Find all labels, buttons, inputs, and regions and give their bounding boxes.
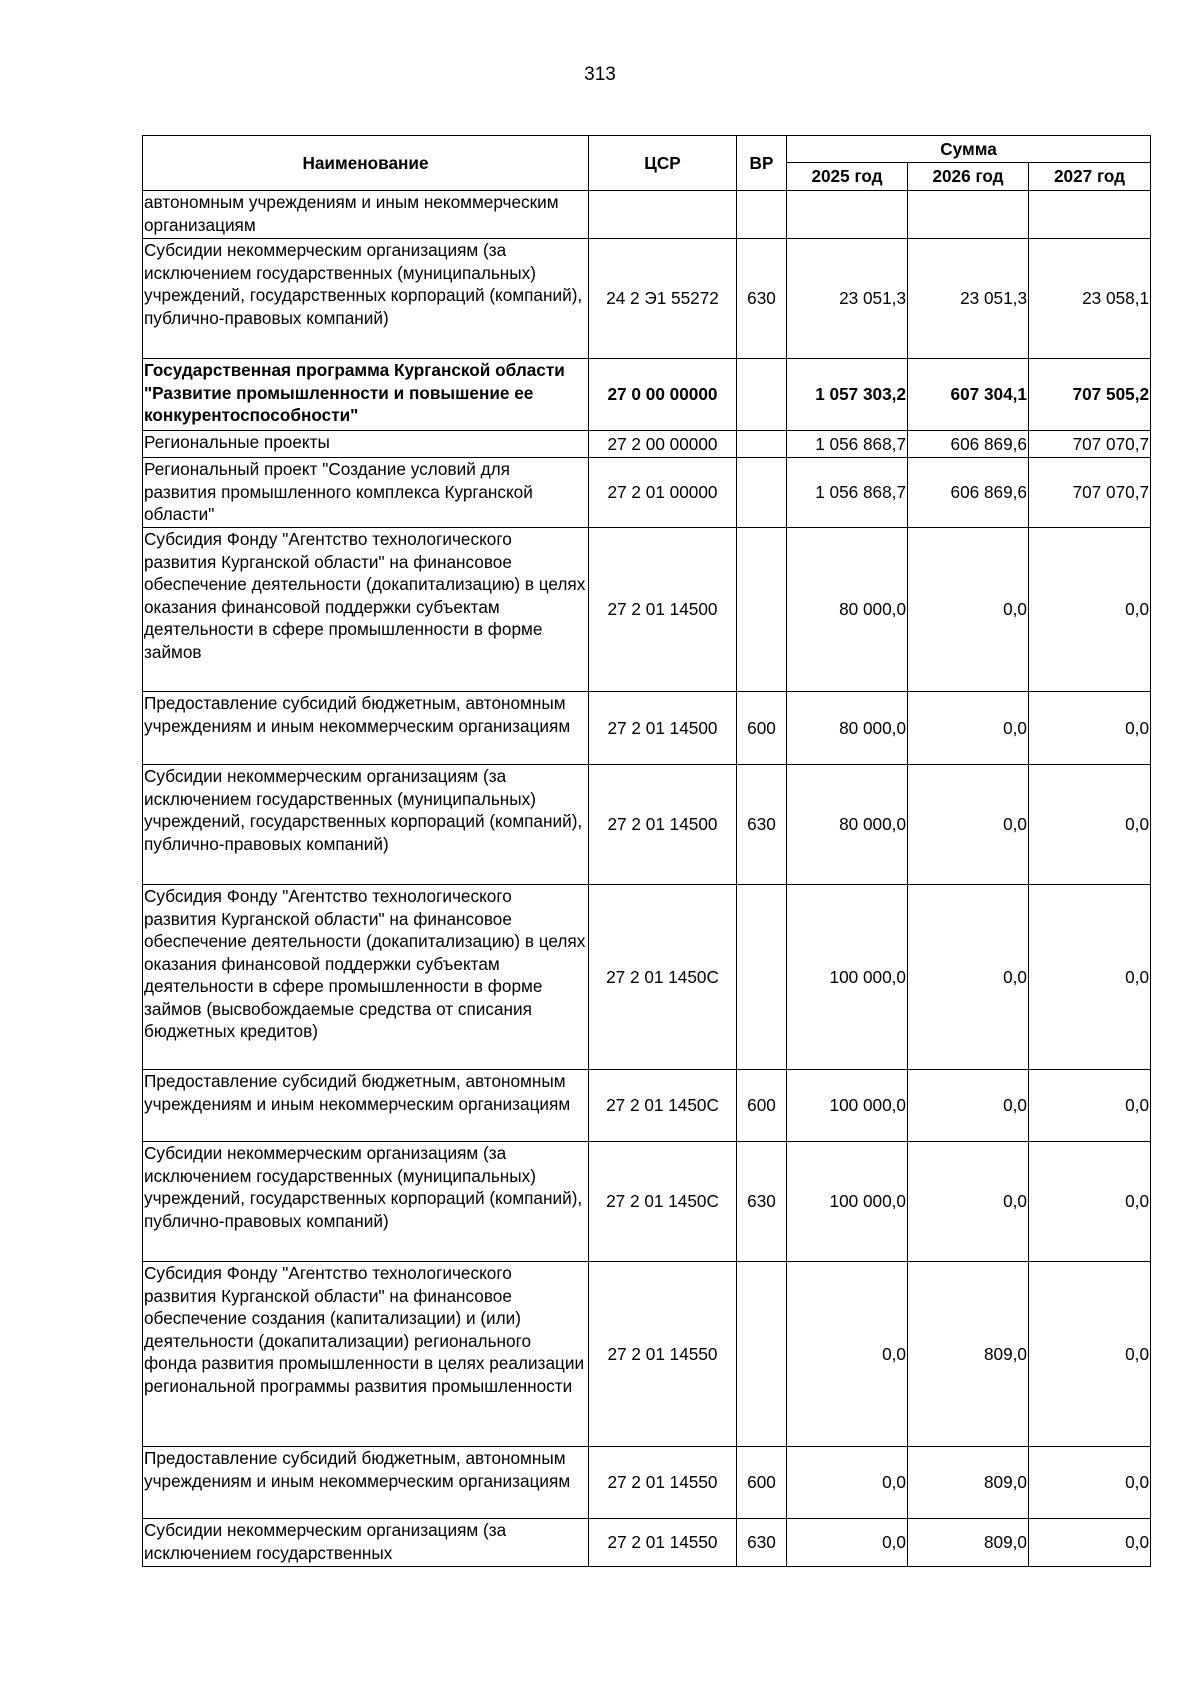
table-row — [143, 528, 1151, 692]
cell-sum-2027: 0,0 — [1029, 528, 1151, 692]
cell-sum-2026: 607 304,1 — [908, 359, 1029, 431]
cell-sum-2026 — [908, 191, 1029, 239]
cell-sum-2025: 0,0 — [787, 1262, 908, 1447]
cell-csr: 27 2 01 1450С — [589, 885, 737, 1070]
cell-vr: 600 — [737, 1447, 787, 1519]
cell-sum-2026: 0,0 — [908, 528, 1029, 692]
cell-sum-2026: 0,0 — [908, 1142, 1029, 1262]
cell-sum-2025 — [787, 191, 908, 239]
header-csr: ЦСР — [589, 136, 737, 191]
cell-sum-2026: 606 869,6 — [908, 458, 1029, 528]
cell-sum-2027: 0,0 — [1029, 692, 1151, 765]
cell-csr: 27 2 01 14500 — [589, 765, 737, 885]
cell-sum-2025: 100 000,0 — [787, 1070, 908, 1142]
cell-csr: 27 2 01 14500 — [589, 692, 737, 765]
table-row — [143, 239, 1151, 359]
cell-name: Государственная программа Курганской области "Развитие промышленности и повышение ее конкурентоспособности" — [143, 359, 589, 431]
cell-name: Субсидии некоммерческим организациям (за исключением государственных (муниципальных) учреждений, государственных корпораций (компаний), публично-правовых компаний) — [143, 1142, 589, 1262]
table-row — [143, 359, 1151, 431]
cell-sum-2025: 23 051,3 — [787, 239, 908, 359]
cell-csr: 24 2 Э1 55272 — [589, 239, 737, 359]
cell-csr: 27 2 01 14550 — [589, 1262, 737, 1447]
table-row — [143, 885, 1151, 1070]
cell-sum-2027: 707 505,2 — [1029, 359, 1151, 431]
cell-sum-2027: 0,0 — [1029, 1142, 1151, 1262]
cell-vr: 630 — [737, 239, 787, 359]
cell-csr: 27 2 01 00000 — [589, 458, 737, 528]
table-row — [143, 1519, 1151, 1567]
cell-name: Субсидия Фонду "Агентство технологического развития Курганской области" на финансовое обеспечение создания (капитализации) и (или) деятельности (докапитализации) регионального фонда развития промышленности в целях реализации региональной программы развития промышленности — [143, 1262, 589, 1447]
cell-vr — [737, 458, 787, 528]
cell-sum-2026: 0,0 — [908, 885, 1029, 1070]
header-year-2027: 2027 год — [1029, 163, 1151, 191]
cell-vr: 600 — [737, 692, 787, 765]
header-year-2026: 2026 год — [908, 163, 1029, 191]
cell-vr — [737, 191, 787, 239]
cell-name: Предоставление субсидий бюджетным, автономным учреждениям и иным некоммерческим организациям — [143, 1447, 589, 1519]
cell-sum-2027: 707 070,7 — [1029, 431, 1151, 458]
cell-csr: 27 0 00 00000 — [589, 359, 737, 431]
cell-sum-2025: 1 056 868,7 — [787, 458, 908, 528]
table-row — [143, 1142, 1151, 1262]
cell-name: Субсидия Фонду "Агентство технологического развития Курганской области" на финансовое обеспечение деятельности (докапитализацию) в целях оказания финансовой поддержки субъектам деятельности в сфере промышленности в форме займов — [143, 528, 589, 692]
cell-sum-2026: 0,0 — [908, 1070, 1029, 1142]
cell-sum-2027: 23 058,1 — [1029, 239, 1151, 359]
cell-vr — [737, 1262, 787, 1447]
cell-sum-2025: 80 000,0 — [787, 692, 908, 765]
cell-sum-2025: 0,0 — [787, 1447, 908, 1519]
cell-name: Предоставление субсидий бюджетным, автономным учреждениям и иным некоммерческим организациям — [143, 1070, 589, 1142]
table-header — [143, 136, 1151, 191]
table-row — [143, 458, 1151, 528]
cell-name: автономным учреждениям и иным некоммерческим организациям — [143, 191, 589, 239]
header-name: Наименование — [143, 136, 589, 191]
cell-sum-2026: 23 051,3 — [908, 239, 1029, 359]
cell-vr — [737, 359, 787, 431]
cell-sum-2026: 809,0 — [908, 1447, 1029, 1519]
header-year-2025: 2025 год — [787, 163, 908, 191]
header-sum: Сумма — [787, 136, 1151, 163]
cell-name: Субсидии некоммерческим организациям (за исключением государственных — [143, 1519, 589, 1567]
cell-sum-2027 — [1029, 191, 1151, 239]
cell-csr: 27 2 01 1450С — [589, 1142, 737, 1262]
cell-sum-2027: 0,0 — [1029, 1519, 1151, 1567]
cell-vr — [737, 431, 787, 458]
cell-sum-2027: 0,0 — [1029, 1070, 1151, 1142]
cell-csr: 27 2 00 00000 — [589, 431, 737, 458]
cell-name: Региональный проект "Создание условий для развития промышленного комплекса Курганской области" — [143, 458, 589, 528]
cell-csr: 27 2 01 14500 — [589, 528, 737, 692]
cell-sum-2025: 1 057 303,2 — [787, 359, 908, 431]
cell-csr: 27 2 01 14550 — [589, 1519, 737, 1567]
cell-sum-2027: 0,0 — [1029, 1447, 1151, 1519]
cell-name: Предоставление субсидий бюджетным, автономным учреждениям и иным некоммерческим организациям — [143, 692, 589, 765]
cell-sum-2027: 0,0 — [1029, 1262, 1151, 1447]
table-row — [143, 692, 1151, 765]
cell-name: Региональные проекты — [143, 431, 589, 458]
cell-sum-2025: 80 000,0 — [787, 765, 908, 885]
cell-sum-2027: 0,0 — [1029, 885, 1151, 1070]
cell-sum-2027: 707 070,7 — [1029, 458, 1151, 528]
table-row — [143, 191, 1151, 239]
cell-sum-2025: 0,0 — [787, 1519, 908, 1567]
cell-name: Субсидии некоммерческим организациям (за исключением государственных (муниципальных) учреждений, государственных корпораций (компаний), публично-правовых компаний) — [143, 765, 589, 885]
cell-vr — [737, 528, 787, 692]
budget-table — [142, 135, 1151, 1567]
cell-vr: 630 — [737, 1519, 787, 1567]
table-row — [143, 1447, 1151, 1519]
table-row — [143, 1070, 1151, 1142]
table-body — [143, 191, 1151, 1567]
cell-csr: 27 2 01 1450С — [589, 1070, 737, 1142]
cell-sum-2026: 0,0 — [908, 765, 1029, 885]
cell-sum-2026: 606 869,6 — [908, 431, 1029, 458]
cell-vr: 630 — [737, 1142, 787, 1262]
cell-vr: 600 — [737, 1070, 787, 1142]
cell-csr: 27 2 01 14550 — [589, 1447, 737, 1519]
cell-sum-2026: 809,0 — [908, 1262, 1029, 1447]
cell-vr — [737, 885, 787, 1070]
cell-sum-2026: 0,0 — [908, 692, 1029, 765]
cell-sum-2025: 80 000,0 — [787, 528, 908, 692]
cell-sum-2025: 100 000,0 — [787, 885, 908, 1070]
table-row — [143, 431, 1151, 458]
cell-sum-2025: 1 056 868,7 — [787, 431, 908, 458]
cell-sum-2026: 809,0 — [908, 1519, 1029, 1567]
cell-sum-2025: 100 000,0 — [787, 1142, 908, 1262]
cell-name: Субсидия Фонду "Агентство технологического развития Курганской области" на финансовое обеспечение деятельности (докапитализацию) в целях оказания финансовой поддержки субъектам деятельности в сфере промышленности в форме займов (высвобождаемые средства от списания бюджетных кредитов) — [143, 885, 589, 1070]
cell-vr: 630 — [737, 765, 787, 885]
table-row — [143, 765, 1151, 885]
page-number: 313 — [584, 64, 616, 85]
cell-sum-2027: 0,0 — [1029, 765, 1151, 885]
header-vr: ВР — [737, 136, 787, 191]
table-row — [143, 1262, 1151, 1447]
cell-csr — [589, 191, 737, 239]
cell-name: Субсидии некоммерческим организациям (за исключением государственных (муниципальных) учреждений, государственных корпораций (компаний), публично-правовых компаний) — [143, 239, 589, 359]
